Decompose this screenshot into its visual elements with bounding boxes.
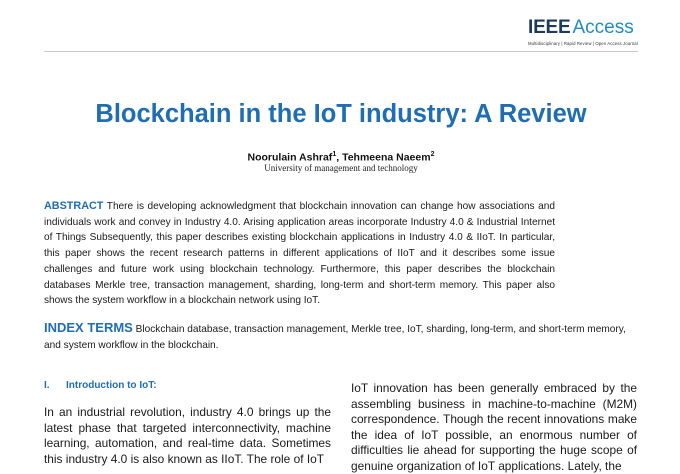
body-right-column: IoT innovation has been generally embraced by the assembling business in machine-to-machine (M2M) correspondence. Though the recent innovations make the idea of IoT possible, an enormous number of difficulties lie ahead for supporting the huge scope of genuine organization of IoT applications. Lately, the [351, 381, 637, 473]
paper-title: Blockchain in the IoT industry: A Review [95, 100, 587, 128]
author-list [44, 151, 638, 164]
author-affiliation-mark: 1 [332, 151, 337, 158]
logo-access-text: Access [572, 17, 634, 38]
author-name: Noorulain Ashraf [247, 151, 333, 164]
ieee-access-logo [528, 18, 638, 46]
index-terms-label: INDEX TERMS [44, 320, 133, 335]
index-terms-text: Blockchain database, transaction management, Merkle tree, IoT, sharding, long-term, and short-term memory, and system workflow in the blockchain. [44, 324, 626, 351]
abstract [44, 199, 555, 309]
header-divider [44, 51, 638, 52]
section-heading [44, 380, 157, 391]
author-affiliation-mark: 2 [430, 151, 435, 158]
section-number: I. [44, 380, 50, 391]
index-terms [44, 320, 639, 353]
logo-ieee-text: IEEE [528, 17, 571, 38]
author-affiliation: University of management and technology [264, 163, 418, 173]
logo-wordmark [528, 18, 638, 38]
author-name: Tehmeena Naeem [342, 151, 431, 164]
abstract-label: ABSTRACT [44, 200, 104, 212]
abstract-text: There is developing acknowledgment that blockchain innovation can change how associations and individuals work and convey in Industry 4.0. Arising application areas incorporate Industry 4.0 & Industrial Internet of Things Subsequently, this paper describes existing blockchain applications in Industry 4.0 & IIoT. In particular, this paper shows the recent research patterns in different applications of IIoT and it describes some issue challenges and future work using blockchain technology. Furthermore, this paper describes the blockchain databases Merkle tree, transaction management, sharding, long-term and short-term memory. This paper also shows the system workflow in a blockchain network using IoT. [44, 201, 556, 307]
section-title: Introduction to IoT: [66, 380, 157, 391]
body-left-column: In an industrial revolution, industry 4.0 brings up the latest phase that targeted interconnectivity, machine learning, automation, and real-time data. Sometimes this industry 4.0 is also known as IIoT. The role of IoT [44, 405, 331, 466]
logo-tagline: Multidisciplinary | Rapid Review | Open Access Journal [528, 41, 638, 46]
author-separator: , [336, 151, 343, 164]
